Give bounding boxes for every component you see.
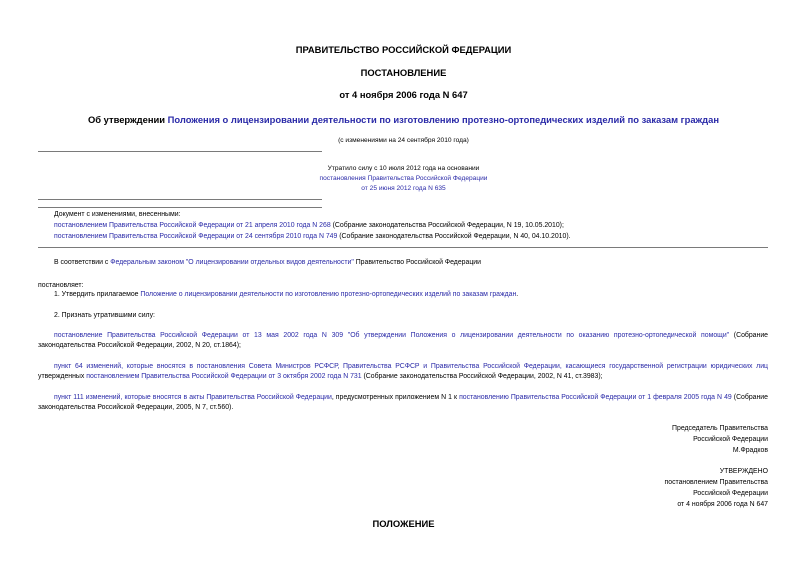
approved-line-4: от 4 ноября 2006 года N 647 [677, 501, 768, 508]
title-link[interactable]: Положения о лицензировании деятельности по изготовлению протезно-ортопедических изделий по заказам граждан [167, 114, 720, 125]
preamble [54, 258, 481, 268]
item-1-suffix: . [516, 291, 519, 298]
divider [38, 247, 768, 248]
expired-link-1[interactable]: постановления Правительства Российской Федерации [319, 175, 488, 182]
regulation-link[interactable]: Положение о лицензировании деятельности по изготовлению протезно-ортопедических изделий по заказам граждан [140, 291, 517, 298]
approved-block [450, 466, 768, 510]
void-text-3b: (Собрание законодательства Российской Федерации, 2005, N 7, ст.560). [38, 394, 768, 411]
void-link-1[interactable]: постановление Правительства Российской Федерации от 13 мая 2002 года N 309 "Об утверждении Положения о лицензировании деятельности по оказанию протезно-ортопедической помощи" [54, 332, 730, 339]
section-title: ПОЛОЖЕНИЕ [372, 518, 435, 529]
void-text-3a: , предусмотренных приложением N 1 к [331, 394, 460, 401]
change-text: (Собрание законодательства Российской Федерации, N 40, 04.10.2010). [337, 233, 571, 240]
change-text: (Собрание законодательства Российской Федерации, N 19, 10.05.2010); [330, 222, 564, 229]
changes-heading: Документ с изменениями, внесенными: [54, 211, 181, 218]
divider [38, 151, 322, 152]
preamble-prefix: В соответствии с [54, 259, 111, 266]
void-link-3[interactable]: пункт 111 изменений, которые вносятся в акты Правительства Российской Федерации [54, 394, 332, 401]
void-item-3 [38, 393, 768, 413]
void-text-1: (Собрание законодательства Российской Федерации, 2002, N 20, ст.1864); [38, 332, 768, 349]
document-title [0, 114, 807, 125]
change-item [54, 221, 564, 231]
divider [38, 207, 322, 208]
void-link-2b[interactable]: постановлением Правительства Российской Федерации от 3 октября 2002 года N 731 [86, 373, 362, 380]
doc-type: ПОСТАНОВЛЕНИЕ [360, 67, 447, 78]
approved-line-1: УТВЕРЖДЕНО [719, 468, 768, 475]
void-text-2b: (Собрание законодательства Российской Федерации, 2002, N 41, ст.3983); [361, 373, 603, 380]
item-2: 2. Признать утратившими силу: [54, 312, 155, 319]
law-link[interactable]: Федеральным законом "О лицензировании отдельных видов деятельности" [110, 259, 354, 266]
approved-line-3: Российской Федерации [693, 490, 768, 497]
change-link[interactable]: постановлением Правительства Российской Федерации от 24 сентября 2010 года N 749 [54, 233, 338, 240]
divider [38, 199, 322, 200]
signature-line-3: М.Фрадков [732, 447, 768, 454]
void-item-1 [38, 331, 768, 351]
signature-line-2: Российской Федерации [693, 436, 768, 443]
void-link-2[interactable]: пункт 64 изменений, которые вносятся в постановления Совета Министров РСФСР, Правительства РСФСР и Правительства Российской Федерации, касающиеся государственной регистрации юридических лиц [54, 363, 768, 370]
decides-text: постановляет: [38, 282, 84, 289]
preamble-suffix: Правительство Российской Федерации [353, 259, 481, 266]
change-link[interactable]: постановлением Правительства Российской Федерации от 21 апреля 2010 года N 268 [54, 222, 331, 229]
signature-line-1: Председатель Правительства [672, 425, 768, 432]
item-1-prefix: 1. Утвердить прилагаемое [54, 291, 141, 298]
title-prefix: Об утверждении [87, 114, 168, 125]
signature-block [450, 423, 768, 456]
void-text-2a: утвержденных [38, 373, 87, 380]
void-item-2 [38, 362, 768, 382]
item-1 [54, 290, 518, 300]
doc-date-number: от 4 ноября 2006 года N 647 [339, 89, 468, 100]
expired-line: Утратило силу с 10 июля 2012 года на основании [327, 165, 480, 172]
approved-line-2: постановлением Правительства [664, 479, 768, 486]
revision-note: (с изменениями на 24 сентября 2010 года) [338, 137, 469, 144]
expired-link-2[interactable]: от 25 июня 2012 года N 635 [361, 185, 446, 192]
change-item [54, 232, 571, 242]
void-link-3b[interactable]: постановлению Правительства Российской Федерации от 1 февраля 2005 года N 49 [459, 394, 732, 401]
org-name: ПРАВИТЕЛЬСТВО РОССИЙСКОЙ ФЕДЕРАЦИИ [295, 44, 512, 55]
